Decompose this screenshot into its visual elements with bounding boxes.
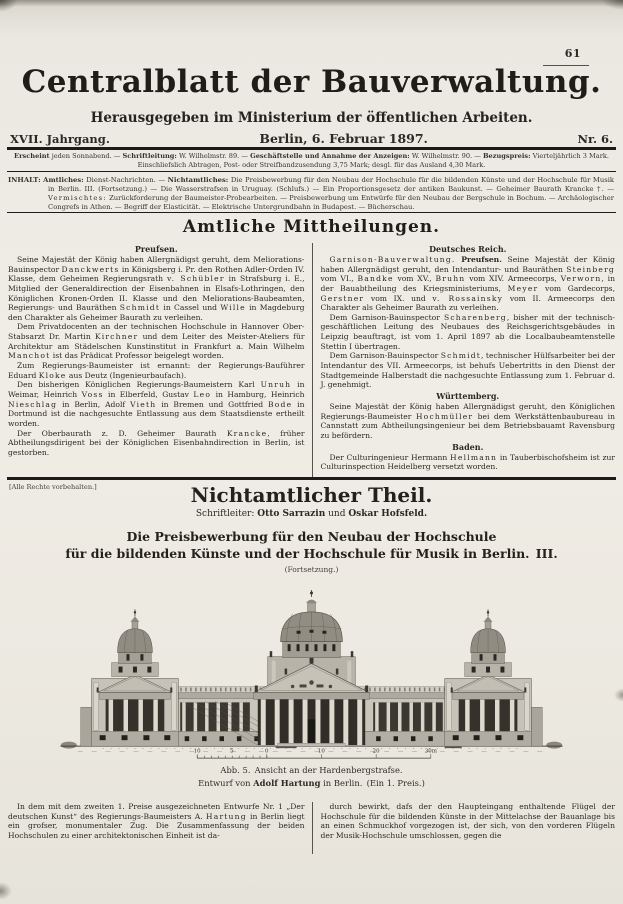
paragraph [321, 255, 616, 313]
figure-container [33, 588, 590, 765]
text-segment: Geschäftstelle und Annahme der Anzeigen: [250, 152, 410, 160]
text-segment: Bode [267, 399, 293, 409]
text-segment: Oskar Hofsfeld. [348, 509, 428, 519]
text-segment: Vermischtes: [48, 193, 107, 202]
text-segment: jeden Sonnabend. — [49, 152, 123, 160]
text-segment: Garnison-Bauverwaltung. [329, 255, 456, 264]
text-segment: Vieth [130, 399, 157, 409]
text-segment: vom Gardecorps, [538, 283, 615, 293]
column-heading: Preufsen. [134, 244, 178, 254]
text-segment: Dem Garnison-Bauinspector [329, 312, 444, 322]
paragraph [8, 322, 305, 361]
text-segment: in Königsberg i. Pr. den Rothen Adler-Orden IV. Klasse, dem Geheimen Regierungsrath [8, 264, 305, 284]
text-segment: Zum Regierungs-Baumeister ist ernannt: der Regierungs-Bauführer Eduard [8, 361, 305, 380]
text-segment: Seine Majestät der König haben Allergnädigst geruht, dem Meliorations-Bauinspector [8, 255, 305, 274]
text-segment: , früher Abtheilungsdirigent bei der Königlichen Eisenbahndirection in Berlin, ist gestorben. [8, 428, 305, 457]
text-segment: Wille [220, 303, 246, 313]
text-segment: Unruh [260, 380, 292, 390]
column-right [312, 243, 616, 477]
article-column-right [312, 802, 616, 854]
text-segment: Der Oberbaurath z. D. Geheimer Baurath [17, 428, 227, 438]
issue-date: Berlin, 6. Februar 1897. [259, 131, 428, 146]
paragraph [8, 361, 305, 380]
text-segment: Zurückforderung der Baumeister-Probearbeiten. — Preisbewerbung um Entwürfe für den Neubau der Bergschule in Bochum. — Archäologischer Congrefs in Athen. — Begriff der Elasticität. — Elektrische Untergrundbahn in Budapest. — Bücherschau. [48, 193, 614, 211]
text-segment: Erscheint [14, 152, 50, 160]
figure-caption-line2 [0, 777, 623, 790]
text-segment: Nieschlag [8, 399, 58, 409]
text-segment: Danckwerts [61, 264, 120, 274]
issue-number: Nr. 6. [577, 132, 613, 146]
text-segment: in Cassel und [160, 303, 221, 313]
text-segment: in Tauberbischofsheim ist zur Culturinspection Heidelberg versetzt worden. [320, 452, 615, 472]
text-segment: Voss [81, 389, 104, 399]
masthead-subtitle: Herausgegeben im Ministerium der öffentlichen Arbeiten. [90, 110, 533, 126]
scan-smudge [0, 882, 12, 900]
rights-notice: [Alle Rechte vorbehalten.] [9, 483, 97, 491]
text-segment: in Magdeburg den Charakter als Geheimer Baurath zu verleihen. [8, 303, 305, 322]
text-segment: ist das Prädicat Professor beigelegt worden. [50, 351, 224, 361]
section-title-nichtamtlicher: Nichtamtlicher Theil. [190, 483, 433, 507]
text-segment: Dem Garnison-Bauinspector [329, 351, 441, 361]
text-segment: Der Culturingenieur Hermann [329, 452, 451, 462]
article-body-columns [8, 802, 615, 854]
side-pavilion [92, 609, 179, 746]
column-heading: Baden. [452, 441, 484, 452]
figure-caption [0, 764, 623, 789]
scan-smudge [614, 688, 623, 702]
paragraph [321, 453, 616, 472]
text-segment: in Strafsburg i. E., Mitglied der Generaldirection der Eisenbahnen in Elsafs-Lothringen, den Königlichen Kronen-Orden II. Klasse und den Meliorations-Baubeamten, Regierungs- und Bauräthen [8, 274, 305, 313]
central-pavilion [254, 651, 369, 746]
scale-label: 5 [230, 748, 234, 755]
article-title-line2: für die bildenden Künste und der Hochschule für Musik in Berlin. III. [65, 545, 558, 561]
editors-line [0, 509, 623, 519]
text-segment: Gerstner [320, 293, 365, 303]
paragraph [321, 313, 616, 352]
issue-info-row [10, 131, 613, 146]
text-segment: bei dem Werkstättenbaubureau in Cannstatt zum Abtheilungsingenieur bei dem Betriebsbauamt Ravensburg zu befördern. [320, 411, 615, 440]
text-segment: Kirchner [94, 332, 139, 342]
text-segment: Hochmüller [415, 411, 474, 421]
text-segment: in Weimar, Heinrich [8, 380, 305, 399]
text-segment: Schriftleiter: [195, 509, 258, 519]
text-segment: vom VI., [320, 274, 358, 284]
text-segment: Amtliches: [43, 176, 84, 184]
text-segment: Bezugspreis: [482, 152, 531, 160]
text-segment: Steinberg [566, 264, 615, 274]
horizontal-rule [7, 212, 616, 213]
text-segment: In dem mit dem zweiten 1. Preise ausgezeichneten Entwurfe Nr. 1 „Der deutschen Kunst“ des Regierungs-Baumeisters A. [8, 802, 305, 821]
scan-smudge [0, 0, 18, 12]
text-segment: in Dortmund ist die nachgesuchte Entlassung aus dem Staatsdienste ertheilt worden. [8, 399, 305, 428]
text-segment: Adolf Hartung [253, 777, 321, 788]
text-segment: Meyer [507, 283, 539, 293]
text-segment: Bandke [357, 274, 394, 284]
column-heading: Deutsches Reich. [429, 244, 507, 254]
scale-bar [194, 749, 438, 758]
text-segment: , in der Bauabtheilung des Kriegsministeriums, [320, 274, 615, 293]
official-news-columns [8, 243, 615, 477]
text-segment: Otto Sarrazin [257, 509, 326, 519]
horizontal-rule [7, 477, 616, 480]
text-segment: W. Wilhelmstr. 89. — [176, 152, 251, 160]
text-segment: Dem Privatdocenten an der technischen Hochschule in Hannover Ober-Stabsarzt Dr. Martin [8, 322, 305, 342]
building-facade-illustration [33, 588, 590, 765]
scan-smudge [601, 0, 623, 10]
text-segment: Preufsen. [461, 255, 502, 264]
scale-label: 0 [265, 748, 269, 755]
text-segment: in Elberfeld, Gustav [103, 389, 194, 399]
column-left [8, 243, 312, 477]
text-segment: Vierteljährlich 3 Mark. [530, 152, 609, 160]
text-segment: durch bewirkt, dafs der den Haupteingang enthaltende Flügel der Hochschule für die bildenden Künste in der Mittelachse der Bauanlage bis an einen Schmuckhof vorgezogen ist, der sich, von den vorderen Flügeln der Musik-Hochschule umschlossen, gegen die [320, 802, 615, 840]
text-segment: v. Rossainsky [432, 293, 504, 303]
text-segment: in Hamburg, Heinrich [211, 389, 305, 399]
text-segment: , bisher mit der technisch-geschäftlichen Leitung des Neubaues des Reichsgerichtsgebäudes in Leipzig beauftragt, ist vom 1. April 1897 ab die Localbaubeamtenstelle Stettin I übertragen. [320, 312, 615, 351]
paragraph [321, 802, 616, 841]
horizontal-rule [7, 147, 616, 150]
text-segment: und dem Leiter des Meister-Ateliers für Architektur am Städelschen Kunstinstitut in Frankfurt a. Main Wilhelm [8, 332, 305, 351]
text-segment: Die Preisbewerbung für den Neubau der Hochschule für die bildenden Künste und der Hochschule für Musik in Berlin. III. (Fortsetzung.) — Die Wasserstrafsen in Uruguay. (Schlufs.) — Ein Proportionsgesetz der antiken Baukunst. — Geheimer Baurath Krancke †. — [48, 176, 614, 193]
text-segment: Manchot [8, 351, 51, 361]
text-segment: W. Wilhelmstr. 90. — [409, 152, 483, 160]
imprint-line-1 [14, 152, 609, 160]
column-heading: Württemberg. [436, 390, 500, 401]
page-number: 61 [564, 47, 581, 60]
horizontal-rule [7, 171, 616, 172]
text-segment: Schmidt [119, 303, 161, 313]
paragraph [8, 429, 305, 458]
masthead-title: Centralblatt der Bauverwaltung. [21, 64, 602, 100]
volume-label: XVII. Jahrgang. [10, 132, 110, 146]
scale-label: 10 [193, 748, 201, 755]
text-segment: INHALT: [8, 176, 41, 184]
text-segment: Schmidt [440, 351, 482, 361]
paragraph [321, 402, 616, 441]
text-segment: Krancke [226, 428, 268, 438]
text-segment: vom XIV. Armeecorps, [465, 274, 561, 284]
paragraph [8, 380, 305, 428]
paragraph [8, 802, 305, 841]
section-title-amtliche: Amtliche Mittheilungen. [182, 217, 441, 237]
continuation-note: (Fortsetzung.) [284, 565, 339, 574]
text-segment: Kloke [38, 370, 67, 380]
text-segment: in Berlin liegt ein grofser, monumentaler Zug. Die Zusammenfassung der beiden Hochschulen zu einer architektonischen Einheit ist da- [8, 811, 305, 840]
text-segment: Den bisherigen Königlichen Regierungs-Baumeistern Karl [17, 380, 261, 390]
text-segment: Scharenberg [443, 312, 507, 322]
text-segment: v. Schübler [167, 274, 225, 284]
scale-label: 30m [424, 748, 437, 755]
text-segment: Hartung [205, 811, 247, 821]
text-segment: in Berlin, Adolf [57, 399, 131, 409]
text-segment: Verworn [560, 274, 602, 284]
text-segment: in Bremen und Gottfried [156, 399, 268, 409]
text-segment: vom IX. und [364, 293, 433, 303]
text-segment: Nichtamtliches: [167, 176, 229, 184]
text-segment: Seine Majestät der König haben Allergnädigst geruht, den Königlichen Regierungs-Baumeister [320, 401, 615, 421]
text-segment: Leo [193, 389, 212, 399]
text-segment: vom XV., [393, 274, 436, 284]
text-segment: und [325, 509, 349, 519]
scale-label: 20 [372, 748, 380, 755]
text-segment: Seine Majestät der König haben Allergnädigst geruht, den Intendantur- und Bauräthen [320, 255, 615, 274]
text-segment: , technischer Hülfsarbeiter bei der Intendantur des VII. Armeecorps, ist behufs Uebertritts in den Dienst der Stadtgemeinde Halberstadt die nachgesuchte Entlassung zum 1. Februar d. J. genehmigt. [320, 351, 615, 390]
text-segment: Schriftleitung: [122, 152, 177, 160]
scale-label: 10 [317, 748, 325, 755]
text-segment: in Berlin. (Ein 1. Preis.) [320, 777, 425, 788]
text-segment: vom II. Armeecorps den Charakter als Geheimer Baurath zu verleihen. [320, 293, 615, 313]
paragraph [8, 255, 305, 322]
text-segment: Hellmann [450, 452, 498, 462]
text-segment: Dienst-Nachrichten. — [83, 176, 168, 184]
article-column-left [8, 802, 312, 854]
text-segment: aus Deutz (Ingenieurbaufach). [66, 370, 187, 380]
text-segment: Entwurf von [198, 777, 254, 788]
text-segment: Bruhn [435, 274, 466, 284]
imprint-line-2: Einschliefslich Abtragen, Post- oder Streifbandzusendung 3,75 Mark; desgl. für das Ausland 4,30 Mark. [137, 161, 486, 169]
article-title [0, 529, 623, 563]
scan-edge-artifact [0, 0, 623, 7]
contents-summary [8, 176, 614, 212]
article-title-line1: Die Preisbewerbung für den Neubau der Hochschule [126, 529, 497, 544]
paragraph [321, 351, 616, 390]
figure-caption-line1: Abb. 5. Ansicht an der Hardenbergstrafse. [220, 765, 403, 775]
